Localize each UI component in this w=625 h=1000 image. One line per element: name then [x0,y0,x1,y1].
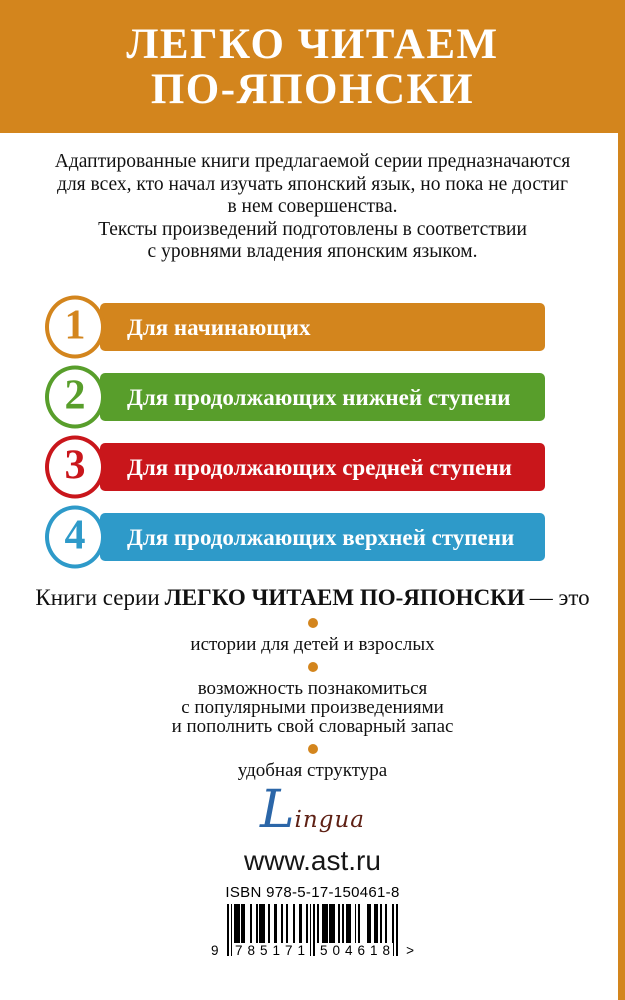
isbn-block [0,884,625,956]
isbn-label: ISBN 978-5-17-150461-8 [225,884,400,901]
series-title-line2: ПО-ЯПОНСКИ [150,65,475,113]
level-row-2 [45,373,545,421]
bullet-item-2 [0,679,625,736]
level-number-badge-1: 1 [45,296,105,359]
series-title-prefix: Книги серии [35,585,160,610]
bullet-dot-icon [308,744,318,754]
barcode-digits [211,943,414,958]
bullet-dot-icon [308,662,318,672]
bullet-item-3: удобная структура [237,760,388,781]
intro-line: Адаптированные книги предлагаемой серии предназначаются [54,151,571,172]
intro-paragraph [0,151,625,264]
bullet-item-2-line: возможность познакомиться [197,678,428,699]
level-label-1: Для начинающих [127,315,311,340]
level-row-1 [45,303,545,351]
level-label-4: Для продолжающих верхней ступени [127,525,515,550]
lingua-logo-rest: ingua [294,807,365,833]
publisher-website: www.ast.ru [244,845,381,876]
barcode-quiet-zone-marker: > [406,943,414,958]
series-description-title [0,585,625,610]
level-label-2: Для продолжающих нижней ступени [127,385,511,410]
series-title-line1: ЛЕГКО ЧИТАЕМ [126,20,499,68]
barcode [211,904,414,958]
barcode-digit-first: 9 [211,943,219,958]
level-row-4 [45,513,545,561]
bullet-item-2-line: с популярными произведениями [181,697,444,718]
level-label-3: Для продолжающих средней ступени [127,455,512,480]
level-number-badge-4: 4 [45,506,105,569]
intro-line: для всех, кто начал изучать японский язык, но пока не достиг [57,173,568,195]
bullet-dot-icon [308,618,318,628]
series-header-band [0,0,625,133]
series-description [0,585,625,780]
level-row-3 [45,443,545,491]
series-title-name: ЛЕГКО ЧИТАЕМ ПО-ЯПОНСКИ [164,585,525,610]
intro-line: с уровнями владения японским языком. [147,241,478,262]
lingua-logo-initial: L [260,780,295,840]
series-title-suffix: — это [529,585,590,610]
level-banner-list [45,303,545,583]
bullet-item-2-line: и пополнить свой словарный запас [171,716,454,737]
barcode-digits-group1: 785171 [232,943,308,958]
level-number-badge-2: 2 [45,366,105,429]
intro-line: Тексты произведений подготовлены в соответствии [98,218,527,240]
intro-line: в нем совершенства. [227,196,398,217]
barcode-digits-group2: 504618 [317,943,393,958]
lingua-publisher-logo [0,780,625,849]
level-number-badge-3: 3 [45,436,105,499]
bullet-item-1: истории для детей и взрослых [190,634,435,655]
